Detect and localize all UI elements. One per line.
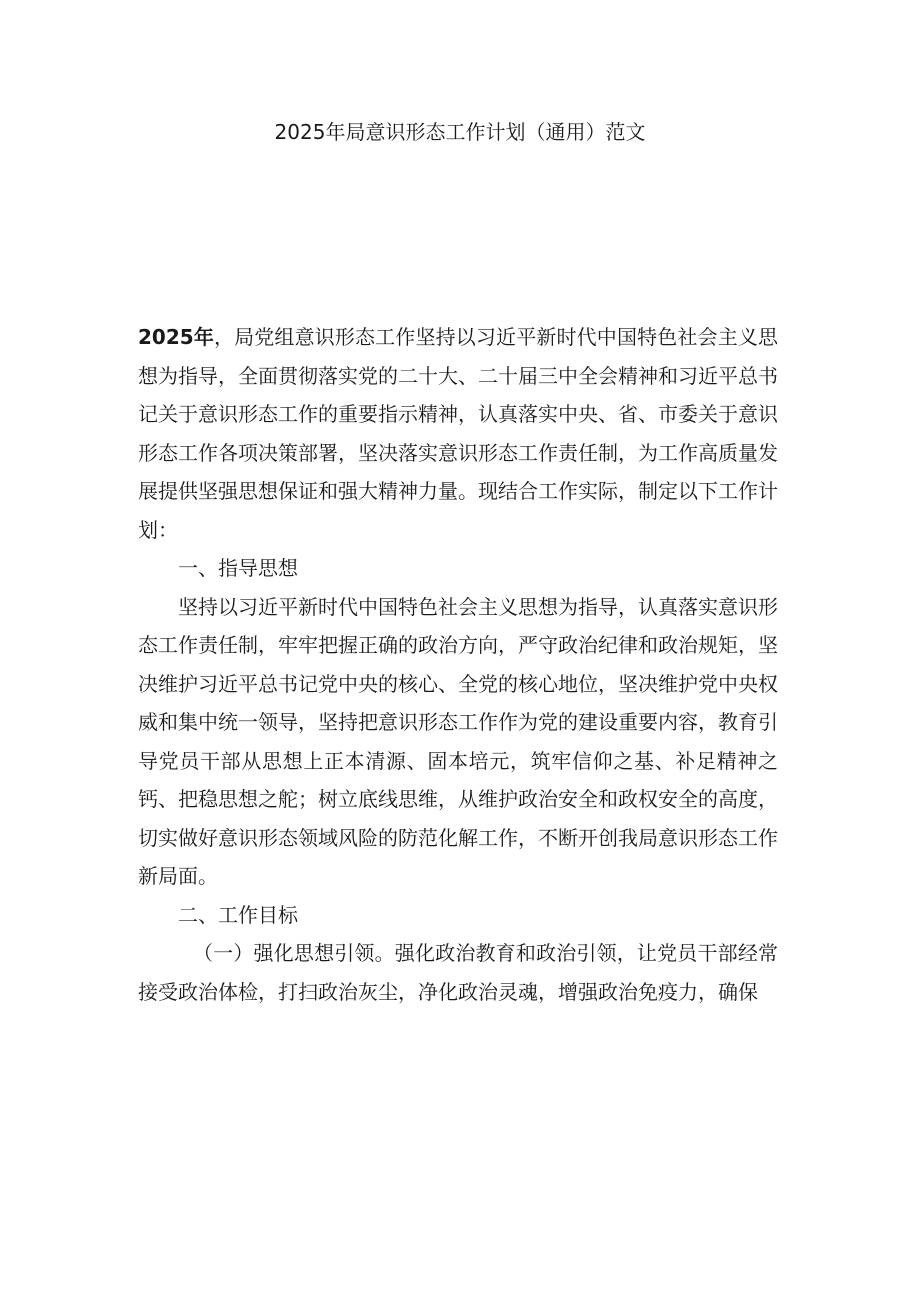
intro-text: ，局党组意识形态工作坚持以习近平新时代中国特色社会主义思想为指导，全面贯彻落实党的二十大、二十届三中全会精神和习近平总书记关于意识形态工作的重要指示精神，认真落实中央、省、市委关于意识形态工作各项决策部署，坚决落实意识形态工作责任制，为工作高质量发展提供坚强思想保证和强大精神力量。现结合工作实际，制定以下工作计划： — [138, 325, 778, 542]
document-title: 2025年局意识形态工作计划（通用）范文 — [274, 120, 646, 144]
section-heading-work-goals: 二、工作目标 — [178, 902, 298, 927]
section-paragraph-work-goals: （一）强化思想引领。强化政治教育和政治引领，让党员干部经常接受政治体检，打扫政治灰尘，净化政治灵魂，增强政治免疫力，确保 — [138, 941, 778, 1004]
intro-lead: 2025年 — [138, 325, 214, 349]
section-paragraph-guiding-thought: 坚持以习近平新时代中国特色社会主义思想为指导，认真落实意识形态工作责任制，牢牢把握正确的政治方向，严守政治纪律和政治规矩，坚决维护习近平总书记党中央的核心、全党的核心地位，坚决维护党中央权威和集中统一领导，坚持把意识形态工作作为党的建设重要内容，教育引导党员干部从思想上正本清源、固本培元，筑牢信仰之基、补足精神之钙、把稳思想之舵；树立底线思维，从维护政治安全和政权安全的高度，切实做好意识形态领域风险的防范化解工作，不断开创我局意识形态工作新局面。 — [138, 594, 778, 888]
intro-paragraph — [138, 318, 778, 549]
document-body — [138, 318, 778, 1011]
section-heading-guiding-thought: 一、指导思想 — [178, 556, 298, 580]
